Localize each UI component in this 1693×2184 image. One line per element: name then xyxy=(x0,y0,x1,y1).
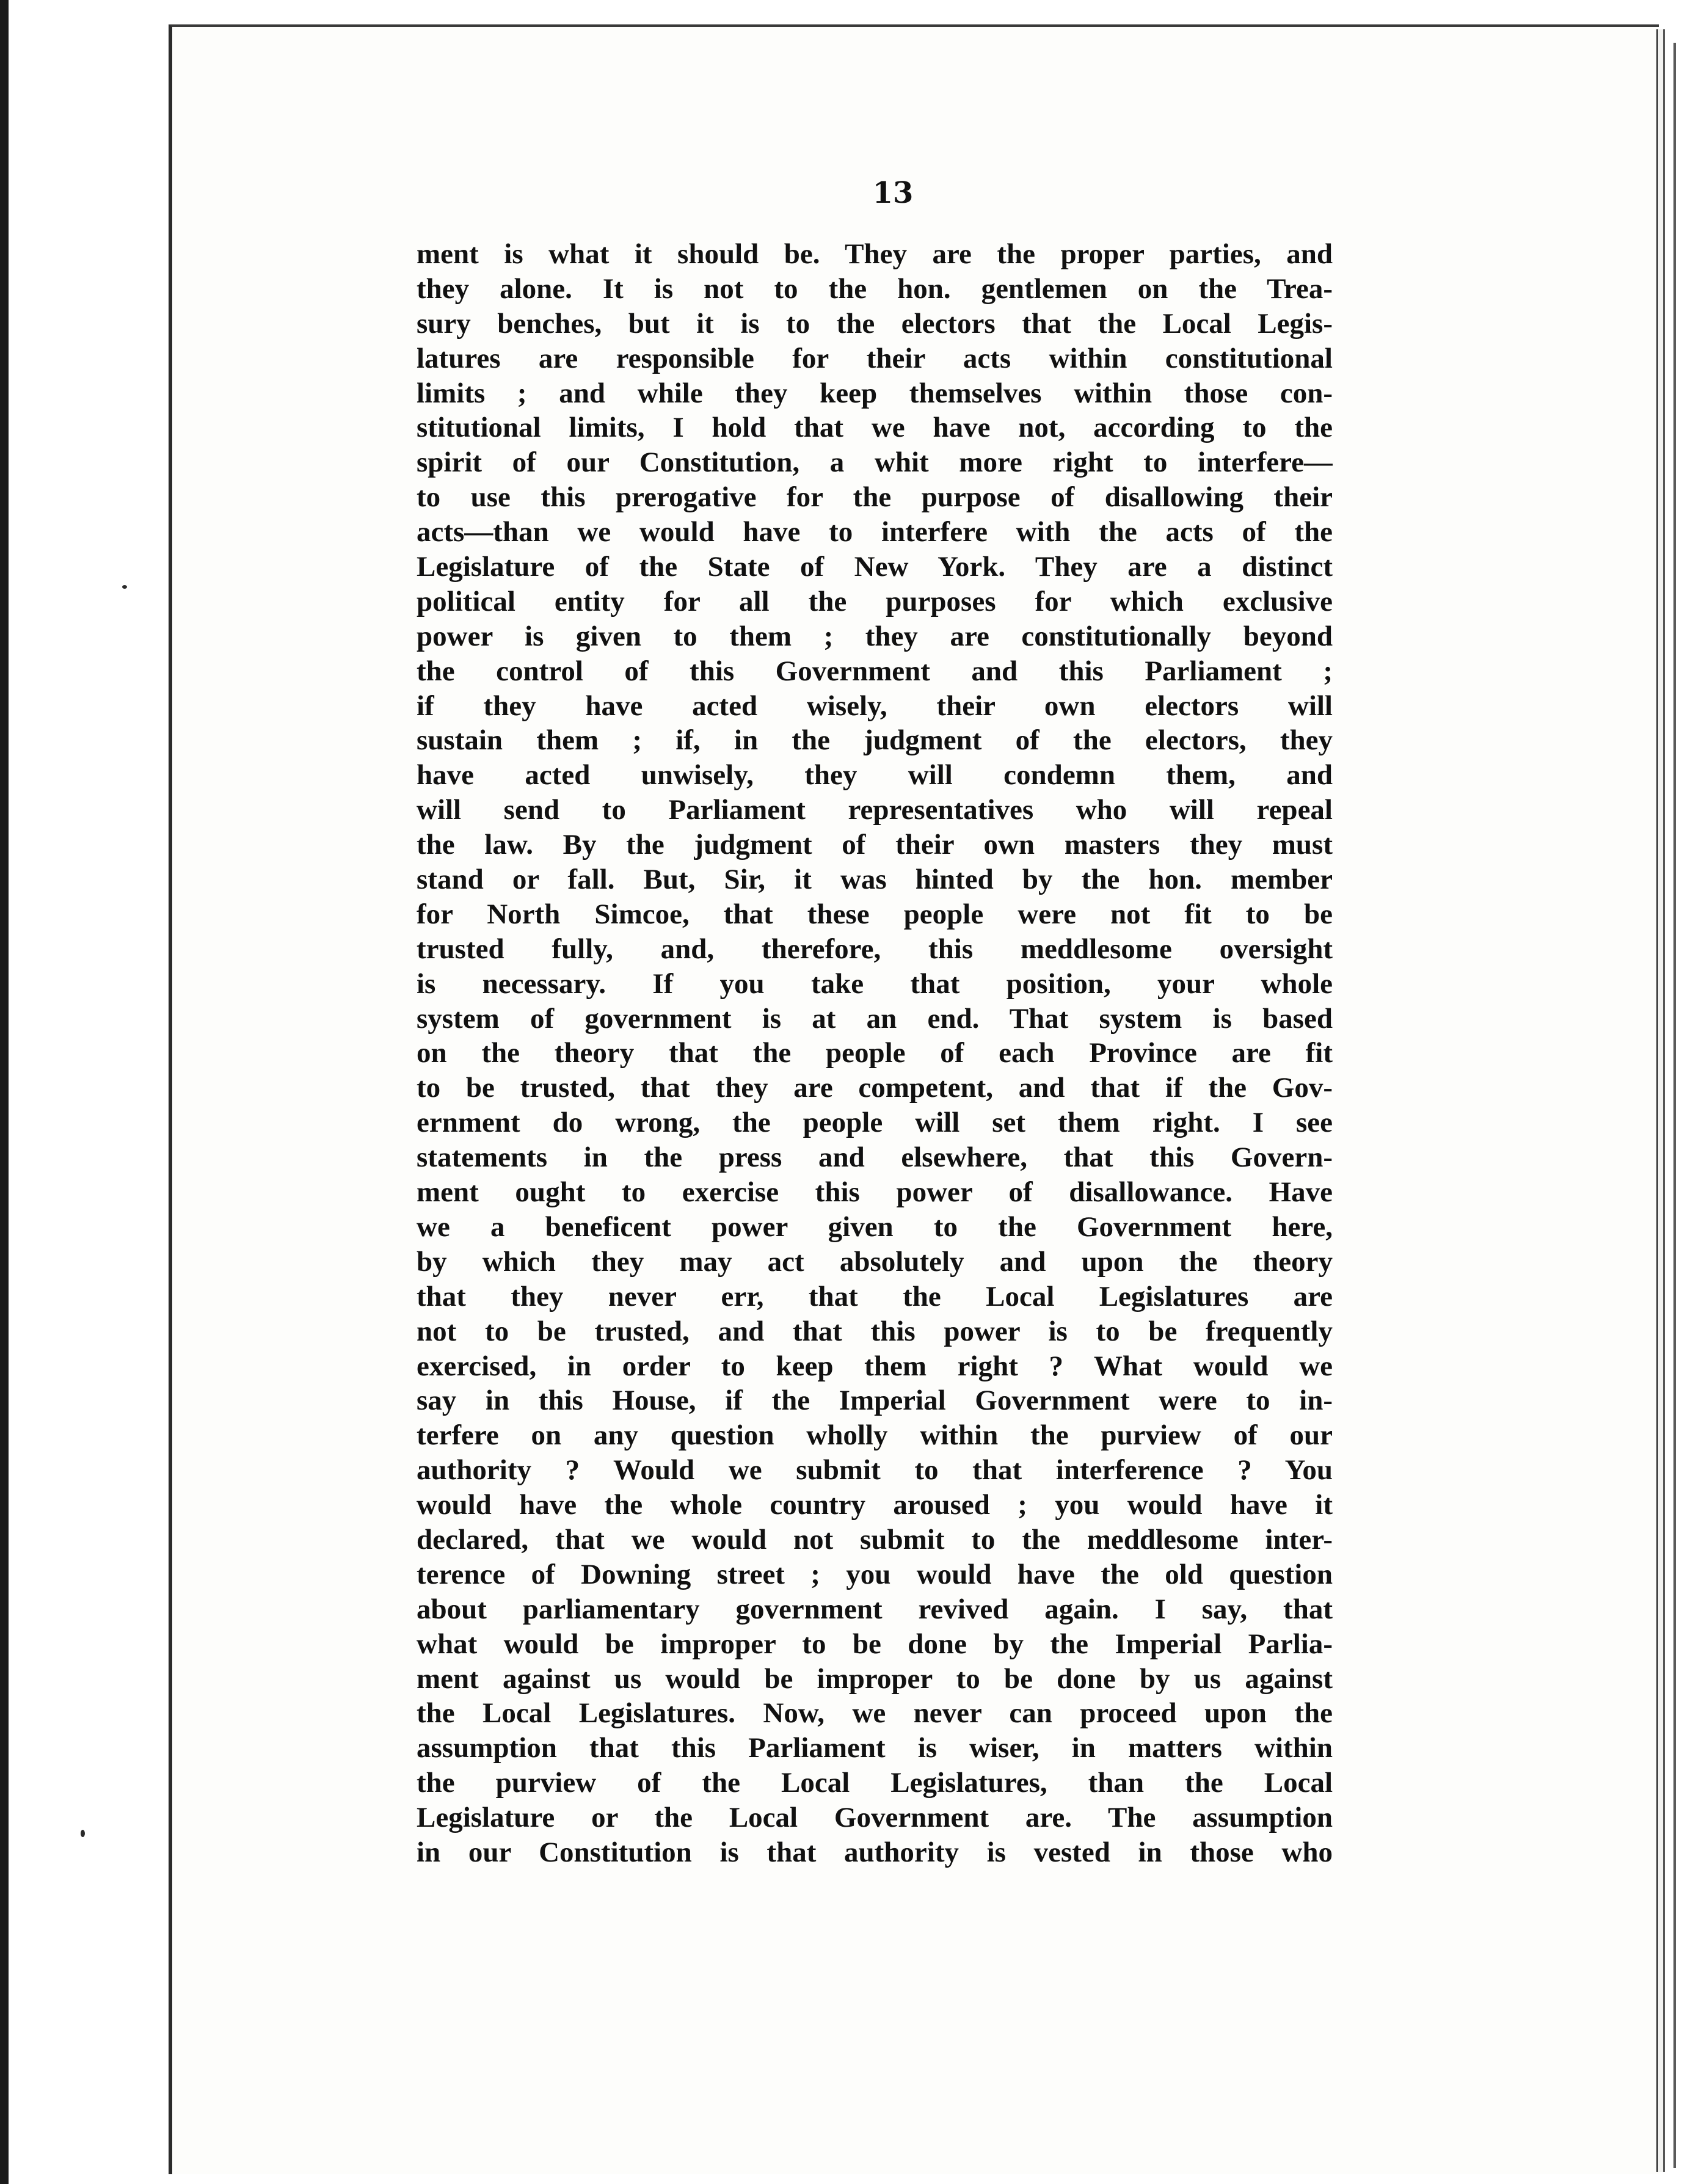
text-line: political entity for all the purposes for which exclusive xyxy=(417,585,1333,617)
text-line: have acted unwisely, they will condemn them, and xyxy=(417,759,1333,792)
text-line: Legislature of the State of New York. They are a distinct xyxy=(417,551,1333,583)
text-line: declared, that we would not submit to the meddlesome inter- xyxy=(417,1523,1333,1556)
text-line: terence of Downing street ; you would have the old question xyxy=(417,1558,1333,1590)
text-line: we a beneficent power given to the Government here, xyxy=(417,1210,1333,1243)
text-line: ernment do wrong, the people will set them right. I see xyxy=(417,1107,1333,1139)
text-line: sustain them ; if, in the judgment of the electors, they xyxy=(417,724,1333,757)
text-line: limits ; and while they keep themselves within those con- xyxy=(417,377,1333,409)
text-line: on the theory that the people of each Province are fit xyxy=(417,1037,1333,1069)
text-line: assumption that this Parliament is wiser, in matters within xyxy=(417,1732,1333,1764)
text-line: authority ? Would we submit to that interference ? You xyxy=(417,1454,1333,1487)
text-line: trusted fully, and, therefore, this meddlesome oversight xyxy=(417,933,1333,965)
text-line: in our Constitution is that authority is vested in those who xyxy=(417,1836,1333,1868)
text-line: by which they may act absolutely and upon the theory xyxy=(417,1245,1333,1278)
page-number: 13 xyxy=(872,176,914,210)
text-line: exercised, in order to keep them right ? What would we xyxy=(417,1350,1333,1382)
text-line: the law. By the judgment of their own masters they must xyxy=(417,829,1333,861)
text-line: Legislature or the Local Government are. The assumption xyxy=(417,1802,1333,1834)
text-line: system of government is at an end. That system is based xyxy=(417,1002,1333,1035)
text-line: sury benches, but it is to the electors that the Local Legis- xyxy=(417,307,1333,340)
text-line: spirit of our Constitution, a whit more right to interfere— xyxy=(417,446,1333,479)
text-line: stand or fall. But, Sir, it was hinted by the hon. member xyxy=(417,864,1333,896)
text-line: to use this prerogative for the purpose of disallowing their xyxy=(417,481,1333,514)
page-edge-shadow xyxy=(1673,43,1676,2168)
text-line: is necessary. If you take that position, your whole xyxy=(417,967,1333,1000)
text-line: if they have acted wisely, their own electors will xyxy=(417,690,1333,722)
text-line: statements in the press and elsewhere, that this Govern- xyxy=(417,1141,1333,1174)
text-line: what would be improper to be done by the Imperial Parlia- xyxy=(417,1628,1333,1660)
text-line: ment against us would be improper to be done by us against xyxy=(417,1662,1333,1695)
text-line: would have the whole country aroused ; you would have it xyxy=(417,1489,1333,1521)
text-line: acts—than we would have to interfere with the acts of the xyxy=(417,516,1333,548)
margin-speck xyxy=(81,1830,85,1837)
text-line: that they never err, that the Local Legislatures are xyxy=(417,1280,1333,1312)
text-line: ment ought to exercise this power of disallowance. Have xyxy=(417,1176,1333,1209)
text-line: power is given to them ; they are constitutionally beyond xyxy=(417,620,1333,652)
text-line: for North Simcoe, that these people were not fit to be xyxy=(417,898,1333,930)
text-line: not to be trusted, and that this power is to be frequently xyxy=(417,1315,1333,1347)
body-text xyxy=(417,237,1333,1870)
text-line: terfere on any question wholly within the purview of our xyxy=(417,1419,1333,1452)
text-line: latures are responsible for their acts within constitutional xyxy=(417,342,1333,374)
text-line: the Local Legislatures. Now, we never can proceed upon the xyxy=(417,1697,1333,1730)
text-line: the control of this Government and this Parliament ; xyxy=(417,655,1333,687)
page-edge xyxy=(1656,29,1665,2172)
text-line: ment is what it should be. They are the proper parties, and xyxy=(417,238,1333,270)
scan-border xyxy=(0,0,9,2184)
text-line: stitutional limits, I hold that we have not, according to the xyxy=(417,412,1333,444)
text-line: the purview of the Local Legislatures, than the Local xyxy=(417,1767,1333,1799)
margin-speck xyxy=(122,585,127,589)
text-line: they alone. It is not to the hon. gentlemen on the Trea- xyxy=(417,272,1333,305)
text-line: will send to Parliament representatives who will repeal xyxy=(417,794,1333,826)
text-line: to be trusted, that they are competent, and that if the Gov- xyxy=(417,1072,1333,1104)
text-line: say in this House, if the Imperial Government were to in- xyxy=(417,1385,1333,1417)
text-line: about parliamentary government revived again. I say, that xyxy=(417,1593,1333,1625)
